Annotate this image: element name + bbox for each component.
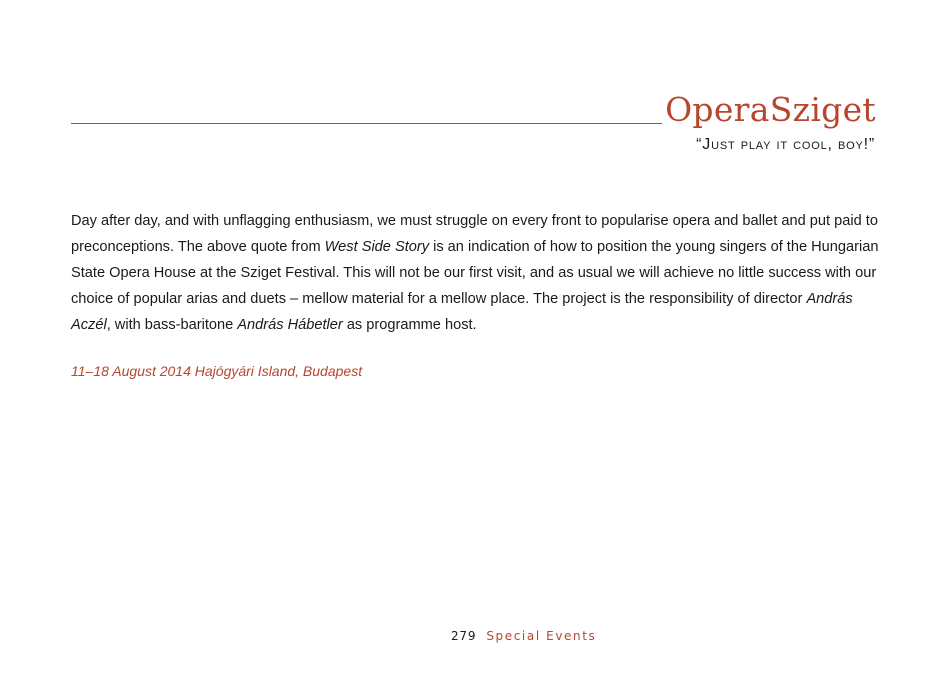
- event-date-location: 11–18 August 2014 Hajógyári Island, Budapest: [71, 363, 363, 379]
- page-number: 279: [451, 629, 477, 643]
- work-title: West Side Story: [324, 239, 430, 255]
- section-name: Special Events: [486, 629, 597, 643]
- body-paragraph: [71, 208, 881, 338]
- body-text-part-3: , with bass-baritone: [106, 317, 238, 333]
- body-text-part-2: is an indication of how to position the young singers of the Hungarian State Opera House at the Sziget Festival. This will not be our first visit, and as usual we will achieve no little success with our choice of popular arias and duets – mellow material for a mellow place. The project is the responsibility of director: [71, 239, 879, 307]
- body-text-part-4: as programme host.: [342, 317, 477, 333]
- page-footer: [451, 627, 596, 645]
- page-title: OperaSziget: [665, 90, 876, 129]
- director-name: András Aczél: [71, 291, 853, 333]
- body-text-part-1: Day after day, and with unflagging enthusiasm, we must struggle on every front to popularise opera and ballet and put paid to preconceptions. The above quote from: [71, 213, 878, 255]
- host-name: András Hábetler: [237, 317, 343, 333]
- header-rule: [71, 123, 662, 124]
- page-subtitle-quote: “Just play it cool, boy!”: [696, 136, 875, 153]
